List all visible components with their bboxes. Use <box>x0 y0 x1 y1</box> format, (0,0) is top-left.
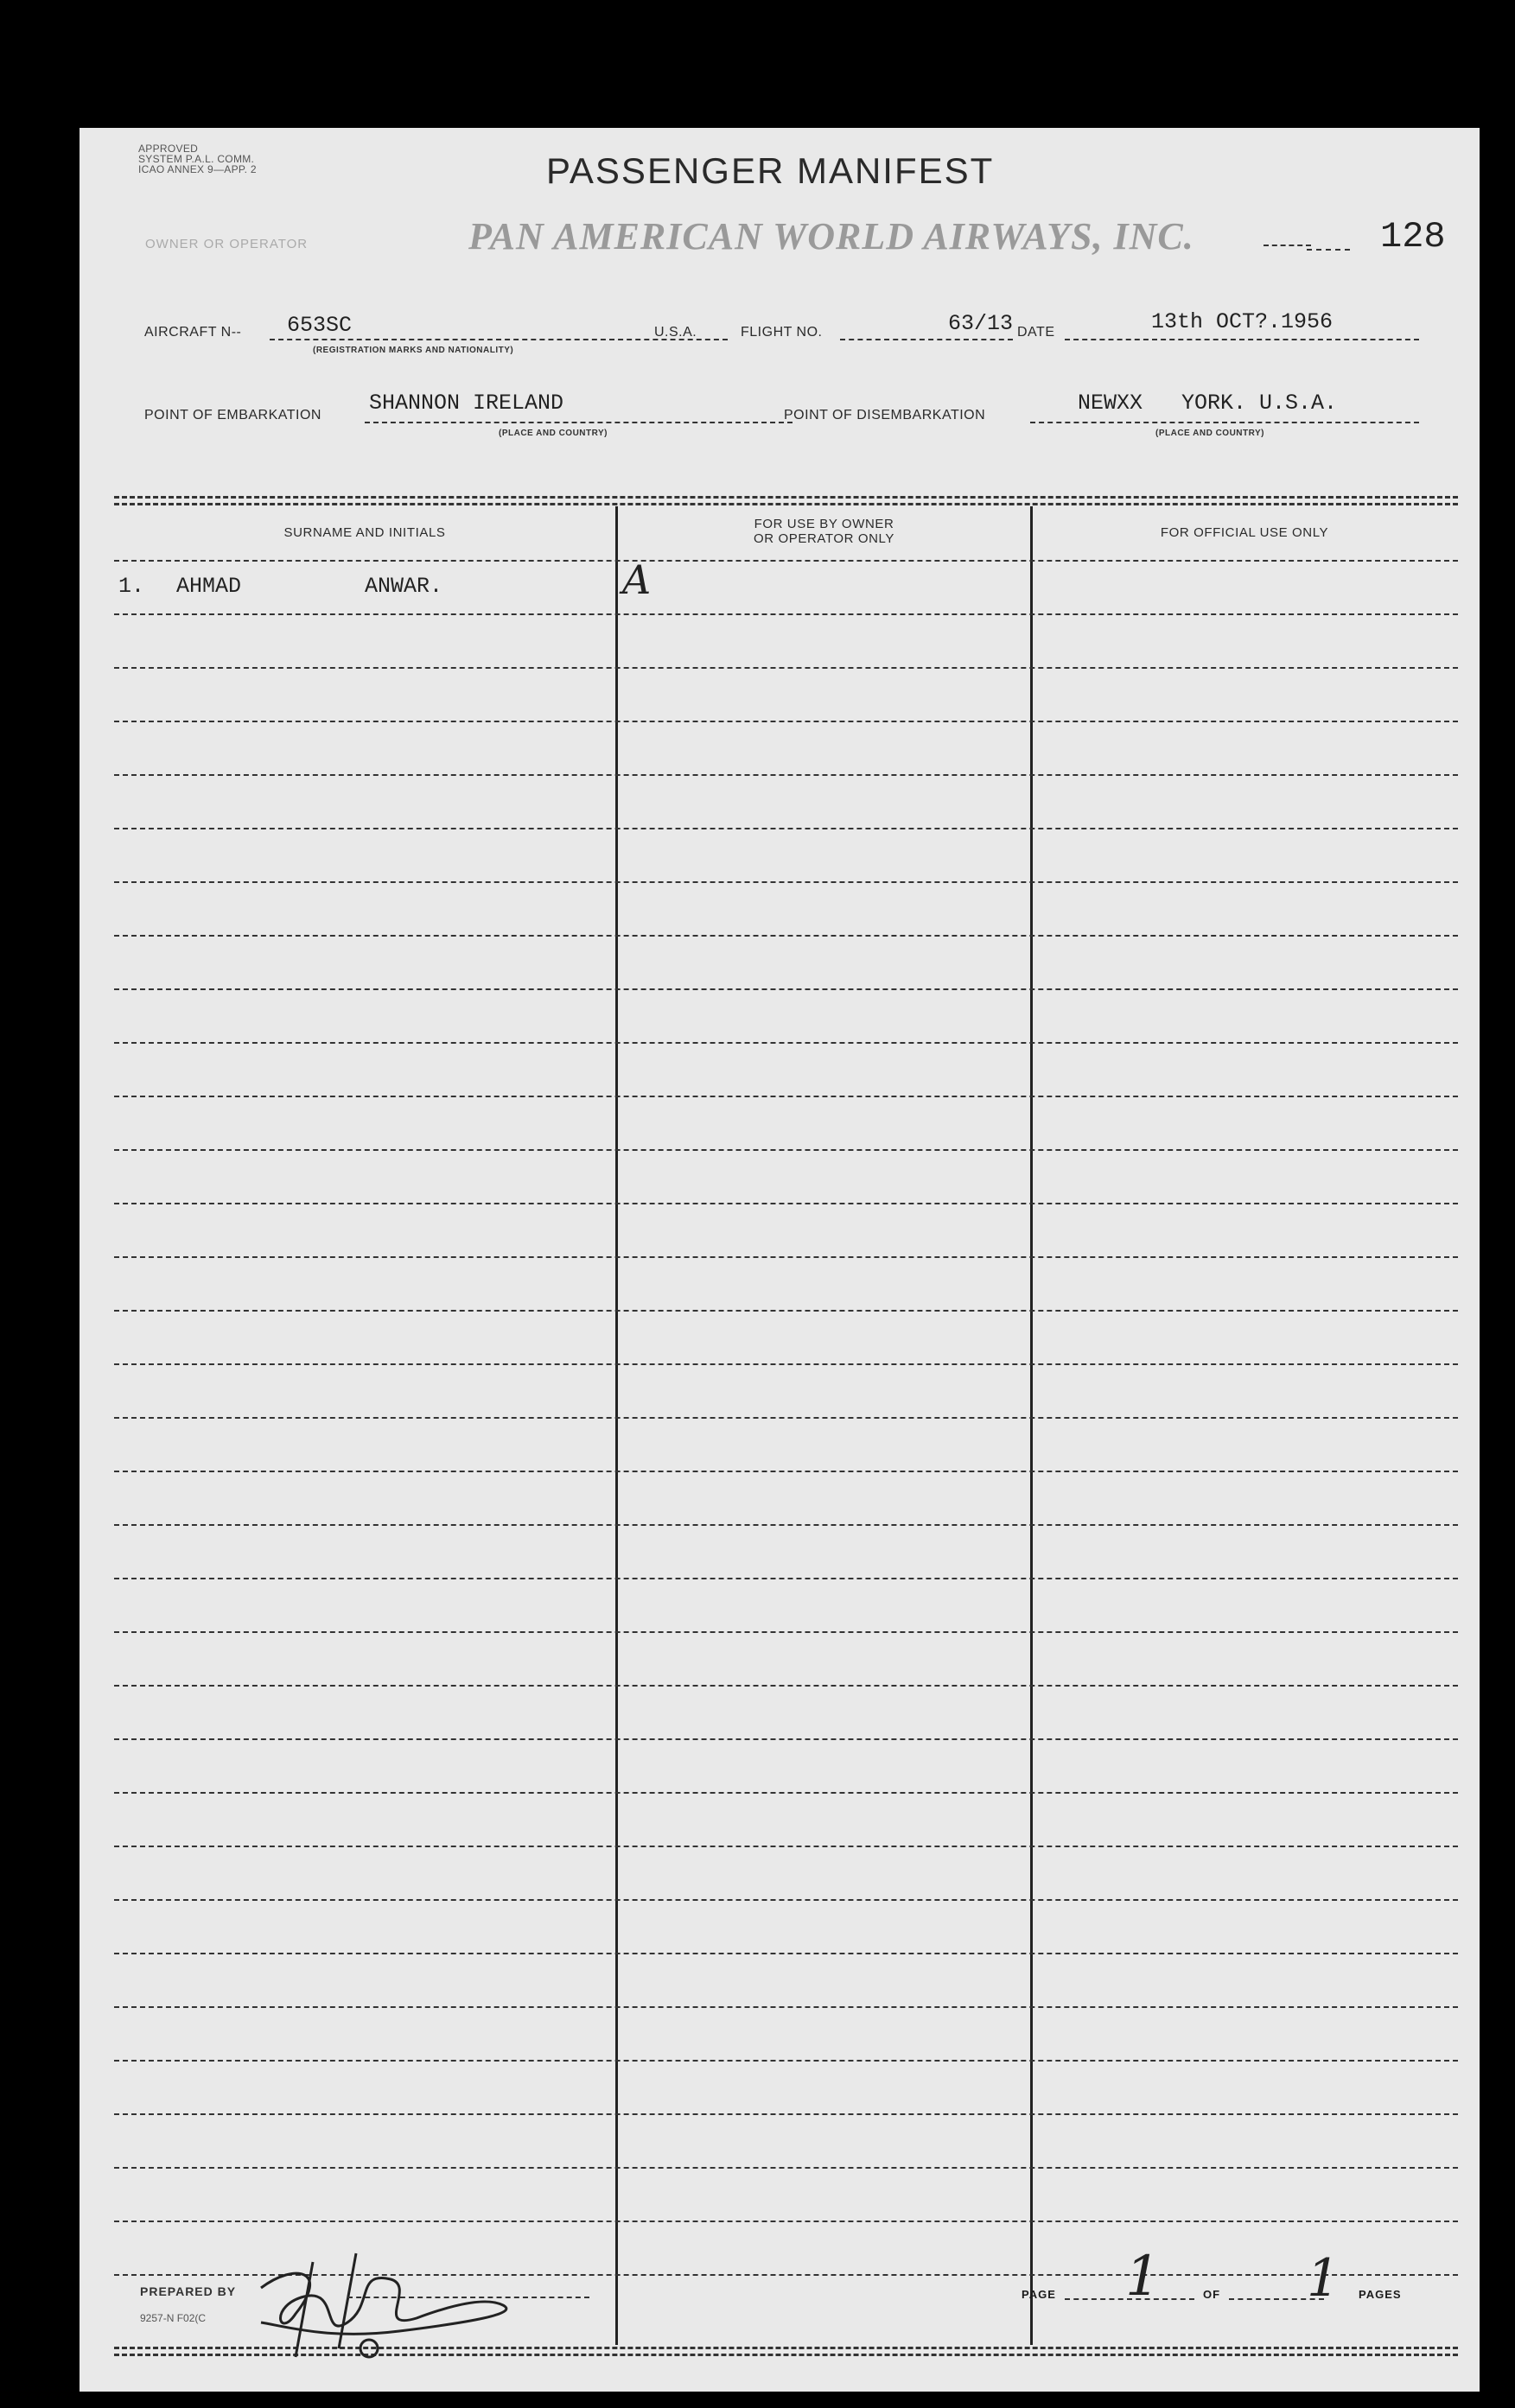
table-row <box>114 613 1458 615</box>
table-row <box>114 1417 1458 1419</box>
table-row <box>114 1256 1458 1258</box>
col-header-owner <box>618 517 1030 546</box>
table-row <box>114 828 1458 829</box>
embark-underline <box>365 422 793 423</box>
col-header-official: FOR OFFICIAL USE ONLY <box>1160 525 1329 540</box>
of-label: OF <box>1203 2288 1221 2301</box>
table-row <box>114 1203 1458 1204</box>
approval-line: APPROVED <box>138 143 199 155</box>
manifest-sheet <box>80 128 1480 2392</box>
column-divider <box>615 506 618 2345</box>
of-value: 1 <box>1307 2248 1340 2309</box>
approval-stamp <box>138 143 257 175</box>
table-row <box>114 2221 1458 2222</box>
table-row <box>114 1363 1458 1365</box>
table-row <box>114 2006 1458 2008</box>
flight-underline <box>840 339 1013 340</box>
col-header-owner-line: OR OPERATOR ONLY <box>754 531 894 546</box>
usa-label: U.S.A. <box>654 325 697 340</box>
embark-caption: (PLACE AND COUNTRY) <box>499 429 608 438</box>
disembark-caption: (PLACE AND COUNTRY) <box>1155 429 1264 438</box>
signature <box>244 2236 538 2366</box>
owner-label: OWNER OR OPERATOR <box>145 237 309 251</box>
page-value: 1 <box>1125 2245 1161 2309</box>
prepared-label: PREPARED BY <box>140 2284 237 2298</box>
prepared-underline <box>347 2297 589 2298</box>
table-row <box>114 1953 1458 1954</box>
table-row <box>114 1846 1458 1847</box>
table-row <box>114 1578 1458 1579</box>
column-divider <box>1030 506 1033 2345</box>
table-row <box>114 2113 1458 2115</box>
table-row <box>114 2060 1458 2062</box>
approval-line: ICAO ANNEX 9—APP. 2 <box>138 163 257 175</box>
date-label: DATE <box>1017 325 1055 340</box>
table-row <box>114 1738 1458 1740</box>
table-row <box>114 1685 1458 1687</box>
page-number: 128 <box>1380 216 1446 257</box>
table-row <box>114 1042 1458 1044</box>
form-number: 9257-N F02(C <box>140 2312 207 2324</box>
table-row <box>114 988 1458 990</box>
table-top-rule <box>114 503 1458 505</box>
row-number: 1. <box>118 574 145 599</box>
table-row <box>114 667 1458 669</box>
table-row <box>114 1899 1458 1901</box>
embark-label: POINT OF EMBARKATION <box>144 408 321 423</box>
table-row <box>114 560 1458 562</box>
table-row <box>114 1149 1458 1151</box>
small-dash <box>1264 245 1311 246</box>
approval-line: SYSTEM P.A.L. COMM. <box>138 153 255 165</box>
table-row <box>114 2167 1458 2169</box>
disembark-label: POINT OF DISEMBARKATION <box>784 408 986 423</box>
disembark-underline <box>1030 422 1419 423</box>
table-row <box>114 774 1458 776</box>
disembark-value: NEWXX YORK. U.S.A. <box>1078 391 1338 416</box>
registration-caption: (REGISTRATION MARKS AND NATIONALITY) <box>313 346 514 355</box>
table-row <box>114 1524 1458 1526</box>
embark-value: SHANNON IRELAND <box>369 391 564 416</box>
flight-value: 63/13 <box>948 311 1014 336</box>
small-dash <box>1307 249 1350 251</box>
passenger-surname: AHMAD <box>176 574 242 599</box>
table-row <box>114 881 1458 883</box>
page-title: PASSENGER MANIFEST <box>546 150 995 191</box>
passenger-initials: ANWAR. <box>365 574 443 599</box>
table-row <box>114 1792 1458 1794</box>
flight-label: FLIGHT NO. <box>741 325 823 340</box>
table-row <box>114 935 1458 937</box>
table-row <box>114 1310 1458 1312</box>
pages-label: PAGES <box>1359 2288 1402 2301</box>
date-underline <box>1065 339 1419 340</box>
company-name: PAN AMERICAN WORLD AIRWAYS, INC. <box>468 215 1194 257</box>
col-header-surname: SURNAME AND INITIALS <box>283 525 446 540</box>
aircraft-value: 653SC <box>287 313 353 338</box>
page-label: PAGE <box>1022 2288 1056 2301</box>
table-top-rule <box>114 496 1458 499</box>
table-row <box>114 721 1458 722</box>
aircraft-label: AIRCRAFT N-- <box>144 325 242 340</box>
table-row <box>114 1096 1458 1097</box>
date-value: 13th OCT?.1956 <box>1151 309 1334 334</box>
handwritten-mark: A <box>622 556 652 603</box>
col-header-owner-line: FOR USE BY OWNER <box>754 517 894 531</box>
table-row <box>114 1471 1458 1472</box>
table-row <box>114 1631 1458 1633</box>
